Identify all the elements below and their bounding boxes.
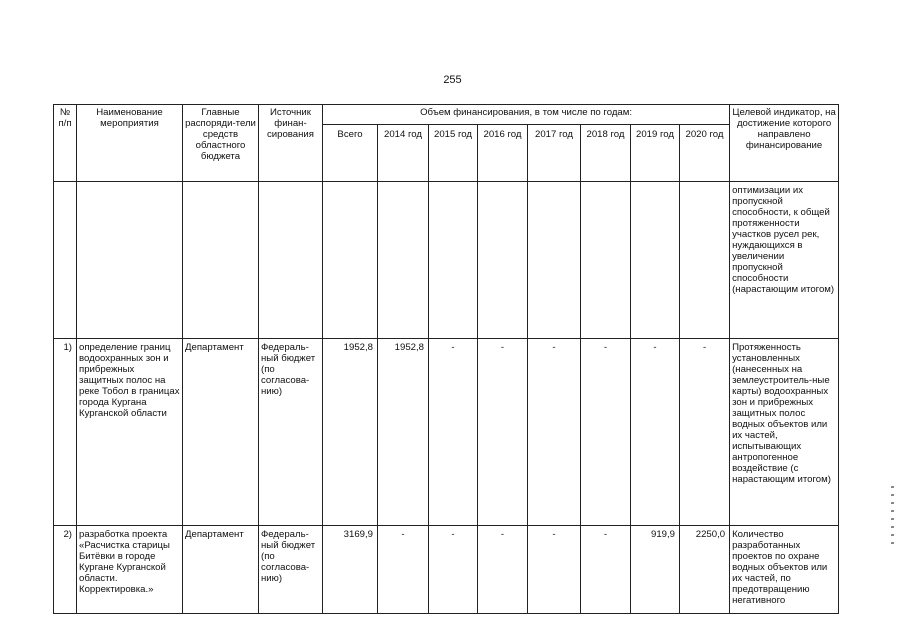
row-source (259, 182, 323, 339)
row-source: Федераль-ный бюджет (по согласова-нию) (259, 526, 323, 614)
scan-edge-marks (890, 480, 896, 620)
header-year: 2019 год (631, 125, 680, 182)
row-year-value: - (528, 526, 581, 614)
header-indicator: Целевой индикатор, на достижение которого направлено финансирование (730, 105, 839, 182)
header-year: 2017 год (528, 125, 581, 182)
row-manager: Департамент (183, 339, 259, 526)
header-num: № п/п (54, 105, 77, 182)
header-year: 2016 год (478, 125, 528, 182)
row-name: разработка проекта «Расчистка старицы Битёвки в городе Кургане Курганской области. Корректировка.» (77, 526, 183, 614)
row-year-value (680, 182, 730, 339)
row-total: 3169,9 (323, 526, 378, 614)
row-manager (183, 182, 259, 339)
row-year-value (429, 182, 478, 339)
header-name: Наименование мероприятия (77, 105, 183, 182)
row-num (54, 182, 77, 339)
table-row (54, 182, 839, 339)
header-year: 2020 год (680, 125, 730, 182)
row-indicator: Количество разработанных проектов по охране водных объектов или их частей, по предотвращению негативного (730, 526, 839, 614)
page-number: 255 (443, 74, 462, 86)
row-year-value: - (528, 339, 581, 526)
row-name: определение границ водоохранных зон и прибрежных защитных полос на реке Тобол в границах города Кургана Курганской области (77, 339, 183, 526)
row-year-value (378, 182, 429, 339)
row-year-value (528, 182, 581, 339)
row-year-value (631, 182, 680, 339)
row-num: 2) (54, 526, 77, 614)
header-total: Всего (323, 125, 378, 182)
row-year-value: - (680, 339, 730, 526)
row-year-value: - (478, 526, 528, 614)
row-indicator: Протяженность установленных (нанесенных на землеустроитель-ные карты) водоохранных зон и прибрежных защитных полос водных объектов или их частей, испытывающих антропогенное воздействие (с нарастающим итогом) (730, 339, 839, 526)
row-year-value: - (429, 339, 478, 526)
row-year-value (581, 182, 631, 339)
row-year-value: 1952,8 (378, 339, 429, 526)
header-source: Источник финан-сирования (259, 105, 323, 182)
table-row (54, 339, 839, 526)
header-funding-group: Объем финансирования, в том числе по годам: (323, 105, 730, 125)
row-year-value: - (631, 339, 680, 526)
header-year: 2015 год (429, 125, 478, 182)
row-year-value (478, 182, 528, 339)
row-year-value: - (581, 526, 631, 614)
header-year: 2018 год (581, 125, 631, 182)
row-year-value: - (429, 526, 478, 614)
row-manager: Департамент (183, 526, 259, 614)
row-total: 1952,8 (323, 339, 378, 526)
row-year-value: - (478, 339, 528, 526)
row-year-value: 2250,0 (680, 526, 730, 614)
row-year-value: - (581, 339, 631, 526)
row-year-value: - (378, 526, 429, 614)
header-managers: Главные распоряди-тели средств областного бюджета (183, 105, 259, 182)
table-row (54, 526, 839, 614)
row-num: 1) (54, 339, 77, 526)
row-indicator: оптимизации их пропускной способности, к общей протяженности участков русел рек, нуждающихся в увеличении пропускной способности (нарастающим итогом) (730, 182, 839, 339)
funding-table (53, 104, 839, 614)
row-name (77, 182, 183, 339)
header-year: 2014 год (378, 125, 429, 182)
row-total (323, 182, 378, 339)
row-year-value: 919,9 (631, 526, 680, 614)
row-source: Федераль-ный бюджет (по согласова-нию) (259, 339, 323, 526)
